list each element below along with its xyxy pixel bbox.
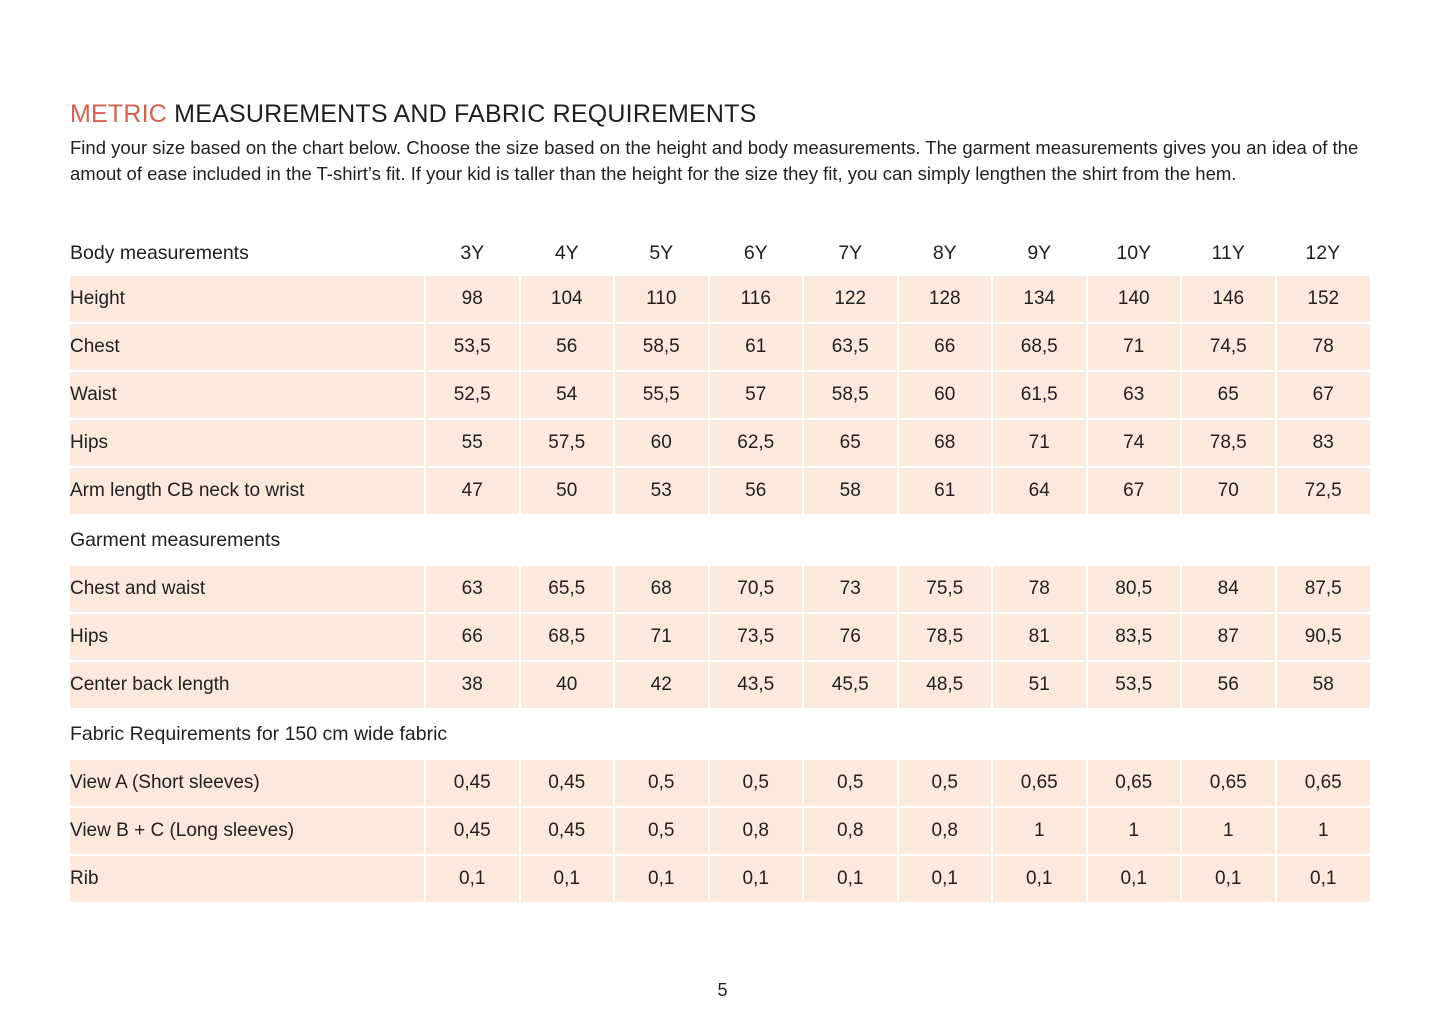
table-cell: 61 [898, 467, 993, 515]
table-cell: 80,5 [1087, 565, 1182, 613]
table-cell: 0,8 [709, 807, 804, 855]
table-row [70, 371, 1370, 419]
table-cell: 0,5 [614, 807, 709, 855]
table-row-label: Hips [70, 419, 425, 467]
table-cell: 71 [1087, 323, 1182, 371]
table-cell: 63,5 [803, 323, 898, 371]
table-header-row [70, 232, 1370, 275]
table-row-label: Waist [70, 371, 425, 419]
table-column-header: 8Y [932, 241, 957, 264]
table-cell: 0,65 [1181, 759, 1276, 807]
table-row [70, 419, 1370, 467]
page-title-rest: MEASUREMENTS AND FABRIC REQUIREMENTS [167, 100, 757, 128]
table-cell: 0,45 [520, 759, 615, 807]
table-column-header: 10Y [1116, 241, 1152, 264]
table-section-header: Body measurements [70, 241, 249, 264]
table-cell: 78,5 [898, 613, 993, 661]
table-cell: 87 [1181, 613, 1276, 661]
table-row-label: Height [70, 275, 425, 323]
table-cell: 67 [1087, 467, 1182, 515]
table-cell: 0,45 [425, 807, 520, 855]
table-cell: 104 [520, 275, 615, 323]
table-cell: 73,5 [709, 613, 804, 661]
table-cell: 56 [520, 323, 615, 371]
table-row-label: Chest and waist [70, 565, 425, 613]
table-cell: 98 [425, 275, 520, 323]
table-cell: 56 [1181, 661, 1276, 709]
table-cell: 74,5 [1181, 323, 1276, 371]
table-cell: 68 [614, 565, 709, 613]
table-cell: 65 [1181, 371, 1276, 419]
table-row-label: Chest [70, 323, 425, 371]
table-cell: 53,5 [425, 323, 520, 371]
table-cell: 58 [1276, 661, 1371, 709]
table-cell: 58,5 [803, 371, 898, 419]
table-cell: 1 [1276, 807, 1371, 855]
table-cell: 110 [614, 275, 709, 323]
table-section-header: Garment measurements [70, 528, 281, 551]
table-row [70, 661, 1370, 709]
table-row-label: View A (Short sleeves) [70, 759, 425, 807]
table-cell: 42 [614, 661, 709, 709]
table-cell: 50 [520, 467, 615, 515]
table-cell: 66 [898, 323, 993, 371]
table-cell: 78 [992, 565, 1087, 613]
table-cell: 0,5 [709, 759, 804, 807]
table-cell: 74 [1087, 419, 1182, 467]
table-cell: 116 [709, 275, 804, 323]
table-cell: 47 [425, 467, 520, 515]
table-row [70, 565, 1370, 613]
table-cell: 0,5 [898, 759, 993, 807]
table-row [70, 467, 1370, 515]
table-cell: 1 [1181, 807, 1276, 855]
table-cell: 70,5 [709, 565, 804, 613]
table-cell: 63 [1087, 371, 1182, 419]
table-section-header: Fabric Requirements for 150 cm wide fabric [70, 722, 448, 745]
table-cell: 43,5 [709, 661, 804, 709]
table-cell: 0,1 [520, 855, 615, 903]
table-cell: 71 [614, 613, 709, 661]
table-cell: 68 [898, 419, 993, 467]
measurements-table [70, 232, 1370, 904]
table-cell: 67 [1276, 371, 1371, 419]
table-cell: 73 [803, 565, 898, 613]
table-cell: 0,1 [425, 855, 520, 903]
table-cell: 68,5 [992, 323, 1087, 371]
table-row [70, 807, 1370, 855]
table-cell: 61,5 [992, 371, 1087, 419]
table-cell: 0,1 [803, 855, 898, 903]
table-cell: 128 [898, 275, 993, 323]
table-cell: 55,5 [614, 371, 709, 419]
table-cell: 0,65 [1276, 759, 1371, 807]
table-cell: 57 [709, 371, 804, 419]
page-title-emphasis: METRIC [70, 100, 168, 128]
table-cell: 0,1 [614, 855, 709, 903]
table-row-label: Center back length [70, 661, 425, 709]
table-cell: 66 [425, 613, 520, 661]
table-cell: 152 [1276, 275, 1371, 323]
table-cell: 146 [1181, 275, 1276, 323]
table-row-label: Hips [70, 613, 425, 661]
table-cell: 58 [803, 467, 898, 515]
table-cell: 78,5 [1181, 419, 1276, 467]
table-cell: 0,1 [898, 855, 993, 903]
table-cell: 81 [992, 613, 1087, 661]
table-cell: 57,5 [520, 419, 615, 467]
table-cell: 38 [425, 661, 520, 709]
table-cell: 68,5 [520, 613, 615, 661]
table-column-header: 11Y [1211, 241, 1245, 264]
table-cell: 61 [709, 323, 804, 371]
table-cell: 56 [709, 467, 804, 515]
table-column-header: 12Y [1305, 241, 1341, 264]
table-cell: 0,8 [803, 807, 898, 855]
table-cell: 48,5 [898, 661, 993, 709]
table-cell: 45,5 [803, 661, 898, 709]
table-column-header: 9Y [1027, 241, 1052, 264]
table-cell: 0,65 [992, 759, 1087, 807]
table-cell: 1 [1087, 807, 1182, 855]
table-cell: 0,5 [614, 759, 709, 807]
table-row [70, 323, 1370, 371]
table-cell: 134 [992, 275, 1087, 323]
table-cell: 55 [425, 419, 520, 467]
table-cell: 0,1 [1181, 855, 1276, 903]
table-column-header: 3Y [460, 241, 485, 264]
table-cell: 62,5 [709, 419, 804, 467]
table-cell: 0,1 [1276, 855, 1371, 903]
table-row-label: View B + C (Long sleeves) [70, 807, 425, 855]
table-cell: 60 [614, 419, 709, 467]
table-cell: 90,5 [1276, 613, 1371, 661]
table-cell: 40 [520, 661, 615, 709]
table-row [70, 613, 1370, 661]
table-cell: 53 [614, 467, 709, 515]
table-cell: 63 [425, 565, 520, 613]
table-cell: 70 [1181, 467, 1276, 515]
table-cell: 60 [898, 371, 993, 419]
table-cell: 1 [992, 807, 1087, 855]
table-cell: 0,8 [898, 807, 993, 855]
table-cell: 64 [992, 467, 1087, 515]
table-cell: 0,1 [992, 855, 1087, 903]
table-column-header: 4Y [554, 241, 579, 264]
table-cell: 0,5 [803, 759, 898, 807]
table-row [70, 759, 1370, 807]
table-column-header: 5Y [649, 241, 674, 264]
table-cell: 0,45 [520, 807, 615, 855]
table-cell: 87,5 [1276, 565, 1371, 613]
table-row-label: Arm length CB neck to wrist [70, 467, 425, 515]
table-column-header: 6Y [743, 241, 768, 264]
table-section-row [70, 515, 1370, 565]
table-cell: 0,65 [1087, 759, 1182, 807]
page-title [70, 100, 756, 129]
table-cell: 65 [803, 419, 898, 467]
table-cell: 83,5 [1087, 613, 1182, 661]
table-cell: 52,5 [425, 371, 520, 419]
table-cell: 76 [803, 613, 898, 661]
table-cell: 65,5 [520, 565, 615, 613]
table-cell: 71 [992, 419, 1087, 467]
table-cell: 78 [1276, 323, 1371, 371]
page-number: 5 [717, 980, 728, 1000]
table-cell: 72,5 [1276, 467, 1371, 515]
table-cell: 0,45 [425, 759, 520, 807]
table-cell: 0,1 [1087, 855, 1182, 903]
table-cell: 84 [1181, 565, 1276, 613]
table-cell: 54 [520, 371, 615, 419]
table-cell: 122 [803, 275, 898, 323]
table-row-label: Rib [70, 855, 425, 903]
table-section-row [70, 709, 1370, 759]
table-column-header: 7Y [838, 241, 863, 264]
table-cell: 53,5 [1087, 661, 1182, 709]
table-cell: 58,5 [614, 323, 709, 371]
table-cell: 83 [1276, 419, 1371, 467]
intro-paragraph: Find your size based on the chart below. Choose the size based on the height and body measurements. The garment measurements gives you an idea of the amout of ease included in the T-shirt’s fit. If your kid is taller than the height for the size they fit, you can simply lengthen the shirt from the hem. [70, 137, 1359, 184]
table-row [70, 275, 1370, 323]
table-cell: 0,1 [709, 855, 804, 903]
table-row [70, 855, 1370, 903]
table-cell: 140 [1087, 275, 1182, 323]
table-cell: 51 [992, 661, 1087, 709]
table-cell: 75,5 [898, 565, 993, 613]
